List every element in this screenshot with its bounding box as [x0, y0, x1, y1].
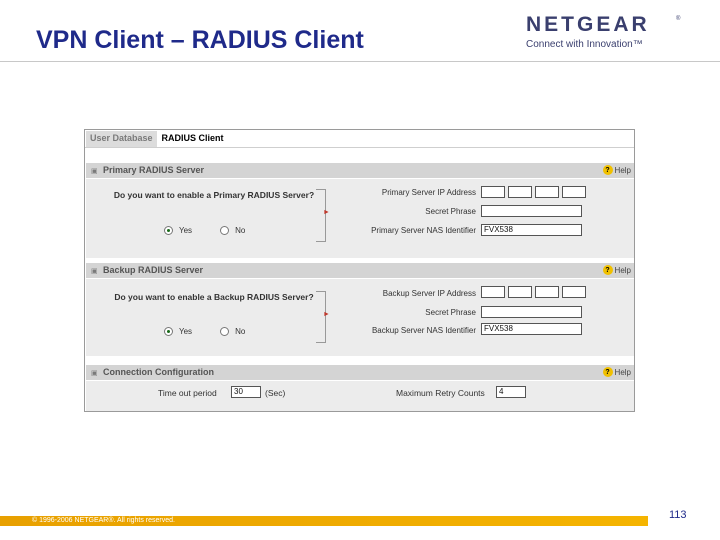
backup-section-title: Backup RADIUS Server	[103, 265, 204, 275]
radius-client-panel	[84, 129, 635, 412]
primary-no-label: No	[235, 226, 246, 235]
primary-secret-input[interactable]	[481, 205, 582, 217]
radio-selected-indicator	[164, 226, 173, 235]
logo-wordmark: NETGEAR	[526, 13, 650, 36]
primary-section-body	[86, 179, 635, 258]
radio-indicator	[220, 226, 229, 235]
ip-octet-2[interactable]	[508, 186, 532, 198]
backup-no-radio[interactable]	[220, 327, 245, 336]
help-label: Help	[614, 165, 631, 175]
retry-label: Maximum Retry Counts	[396, 388, 485, 398]
connection-section-body	[86, 381, 635, 411]
backup-help-button[interactable]	[603, 265, 631, 275]
ip-octet-2[interactable]	[508, 286, 532, 298]
primary-section-title: Primary RADIUS Server	[103, 165, 205, 175]
connection-section-header	[86, 365, 635, 380]
ip-octet-3[interactable]	[535, 186, 559, 198]
logo-registered-mark: ®	[676, 16, 681, 22]
backup-section-body	[86, 279, 635, 356]
ip-octet-4[interactable]	[562, 286, 586, 298]
help-label: Help	[614, 265, 631, 275]
backup-ip-input	[481, 286, 586, 298]
timeout-unit: (Sec)	[265, 388, 286, 398]
radio-selected-indicator	[164, 327, 173, 336]
slide-title: VPN Client – RADIUS Client	[36, 26, 364, 54]
primary-help-button[interactable]	[603, 165, 631, 175]
primary-yes-label: Yes	[179, 226, 193, 235]
primary-nas-label: Primary Server NAS Identifier	[371, 226, 476, 235]
ip-octet-4[interactable]	[562, 186, 586, 198]
primary-yes-radio[interactable]	[164, 226, 192, 235]
ip-octet-1[interactable]	[481, 186, 505, 198]
tab-bar	[86, 131, 228, 147]
netgear-logo	[526, 14, 696, 58]
primary-secret-label: Secret Phrase	[425, 207, 476, 216]
backup-nas-label: Backup Server NAS Identifier	[371, 326, 476, 335]
connection-section-title: Connection Configuration	[103, 367, 214, 377]
timeout-input[interactable]: 30	[231, 386, 261, 398]
primary-ip-input	[481, 186, 586, 198]
ip-octet-3[interactable]	[535, 286, 559, 298]
connection-help-button[interactable]	[603, 367, 631, 377]
copyright-notice: © 1996-2006 NETGEAR®. All rights reserved.	[32, 517, 175, 524]
backup-secret-label: Secret Phrase	[425, 308, 476, 317]
backup-yes-label: Yes	[179, 327, 193, 336]
section-marker-icon: ▣	[91, 168, 98, 175]
timeout-label: Time out period	[158, 388, 217, 398]
backup-secret-input[interactable]	[481, 306, 582, 318]
backup-no-label: No	[235, 327, 246, 336]
backup-section-header	[86, 263, 635, 278]
section-marker-icon: ▣	[91, 268, 98, 275]
tab-divider	[85, 147, 635, 148]
backup-ip-label: Backup Server IP Address	[382, 289, 476, 298]
backup-yes-radio[interactable]	[164, 327, 192, 336]
page-number: 113	[669, 509, 687, 521]
primary-enable-radios	[164, 226, 245, 235]
help-icon: ?	[603, 367, 613, 377]
radio-indicator	[220, 327, 229, 336]
primary-nas-input[interactable]: FVX538	[481, 224, 582, 236]
backup-nas-input[interactable]: FVX538	[481, 323, 582, 335]
help-icon: ?	[603, 265, 613, 275]
backup-enable-radios	[164, 327, 245, 336]
retry-input[interactable]: 4	[496, 386, 526, 398]
primary-section-header	[86, 163, 635, 178]
header-divider	[0, 61, 720, 62]
primary-no-radio[interactable]	[220, 226, 245, 235]
section-marker-icon: ▣	[91, 370, 98, 377]
primary-ip-label: Primary Server IP Address	[381, 188, 476, 197]
backup-enable-question: Do you want to enable a Backup RADIUS Server?	[114, 292, 314, 302]
primary-enable-question: Do you want to enable a Primary RADIUS Server?	[113, 190, 315, 200]
help-icon: ?	[603, 165, 613, 175]
help-label: Help	[614, 367, 631, 377]
primary-arrow-icon: ►	[323, 209, 330, 216]
ip-octet-1[interactable]	[481, 286, 505, 298]
backup-arrow-icon: ►	[323, 311, 330, 318]
tab-user-database[interactable]: User Database	[86, 131, 158, 147]
logo-tagline: Connect with Innovation™	[526, 39, 643, 50]
tab-radius-client[interactable]: RADIUS Client	[158, 131, 228, 147]
